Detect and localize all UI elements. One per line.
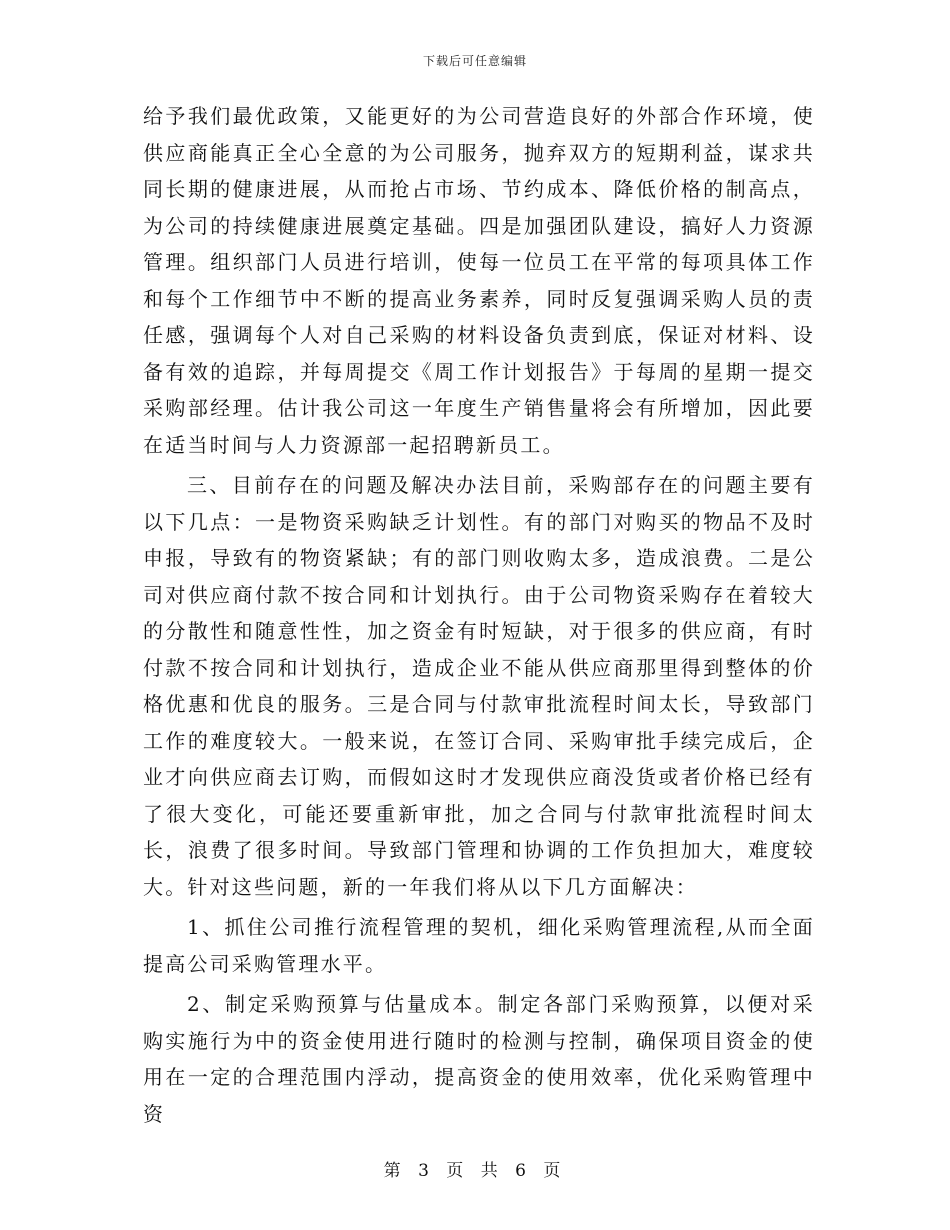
paragraph-section-three: 三、目前存在的问题及解决办法目前，采购部存在的问题主要有以下几点：一是物资采购缺乏计划性。有的部门对购买的物品不及时申报，导致有的物资紧缺；有的部门则收购太多，造成浪费。二是公司对供应商付款不按合同和计划执行。由于公司物资采购存在着较大的分散性和随意性性，加之资金有时短缺，对于很多的供应商，有时付款不按合同和计划执行，造成企业不能从供应商那里得到整体的价格优惠和优良的服务。三是合同与付款审批流程时间太长，导致部门工作的难度较大。一般来说，在签订合同、采购审批手续完成后，企业才向供应商去订购，而假如这时才发现供应商没货或者价格已经有了很大变化，可能还要重新审批，加之合同与付款审批流程时间太长，浪费了很多时间。导致部门管理和协调的工作负担加大，难度较大。针对这些问题，新的一年我们将从以下几方面解决： (143, 473, 815, 899)
paragraph-item-two: 2、制定采购预算与估量成本。制定各部门采购预算，以便对采购实施行为中的资金使用进行随时的检测与控制，确保项目资金的使用在一定的合理范围内浮动，提高资金的使用效率，优化采购管理中资 (143, 992, 815, 1126)
page-header: 下载后可任意编辑 (422, 54, 527, 68)
paragraph-item-one: 1、抓住公司推行流程管理的契机，细化采购管理流程,从而全面提高公司采购管理水平。 (143, 915, 815, 976)
paragraph-continuation: 给予我们最优政策，又能更好的为公司营造良好的外部合作环境，使供应商能真正全心全意的为公司服务，抛弃双方的短期利益，谋求共同长期的健康进展，从而抢占市场、节约成本、降低价格的制高点，为公司的持续健康进展奠定基础。四是加强团队建设，搞好人力资源管理。组织部门人员进行培训，使每一位员工在平常的每项具体工作和每个工作细节中不断的提高业务素养，同时反复强调采购人员的责任感，强调每个人对自己采购的材料设备负责到底，保证对材料、设备有效的追踪，并每周提交《周工作计划报告》于每周的星期一提交采购部经理。估计我公司这一年度生产销售量将会有所增加，因此要在适当时间与人力资源部一起招聘新员工。 (143, 104, 815, 457)
document-body (143, 98, 815, 1132)
page-number-footer: 第 3 页 共 6 页 (383, 1161, 567, 1181)
